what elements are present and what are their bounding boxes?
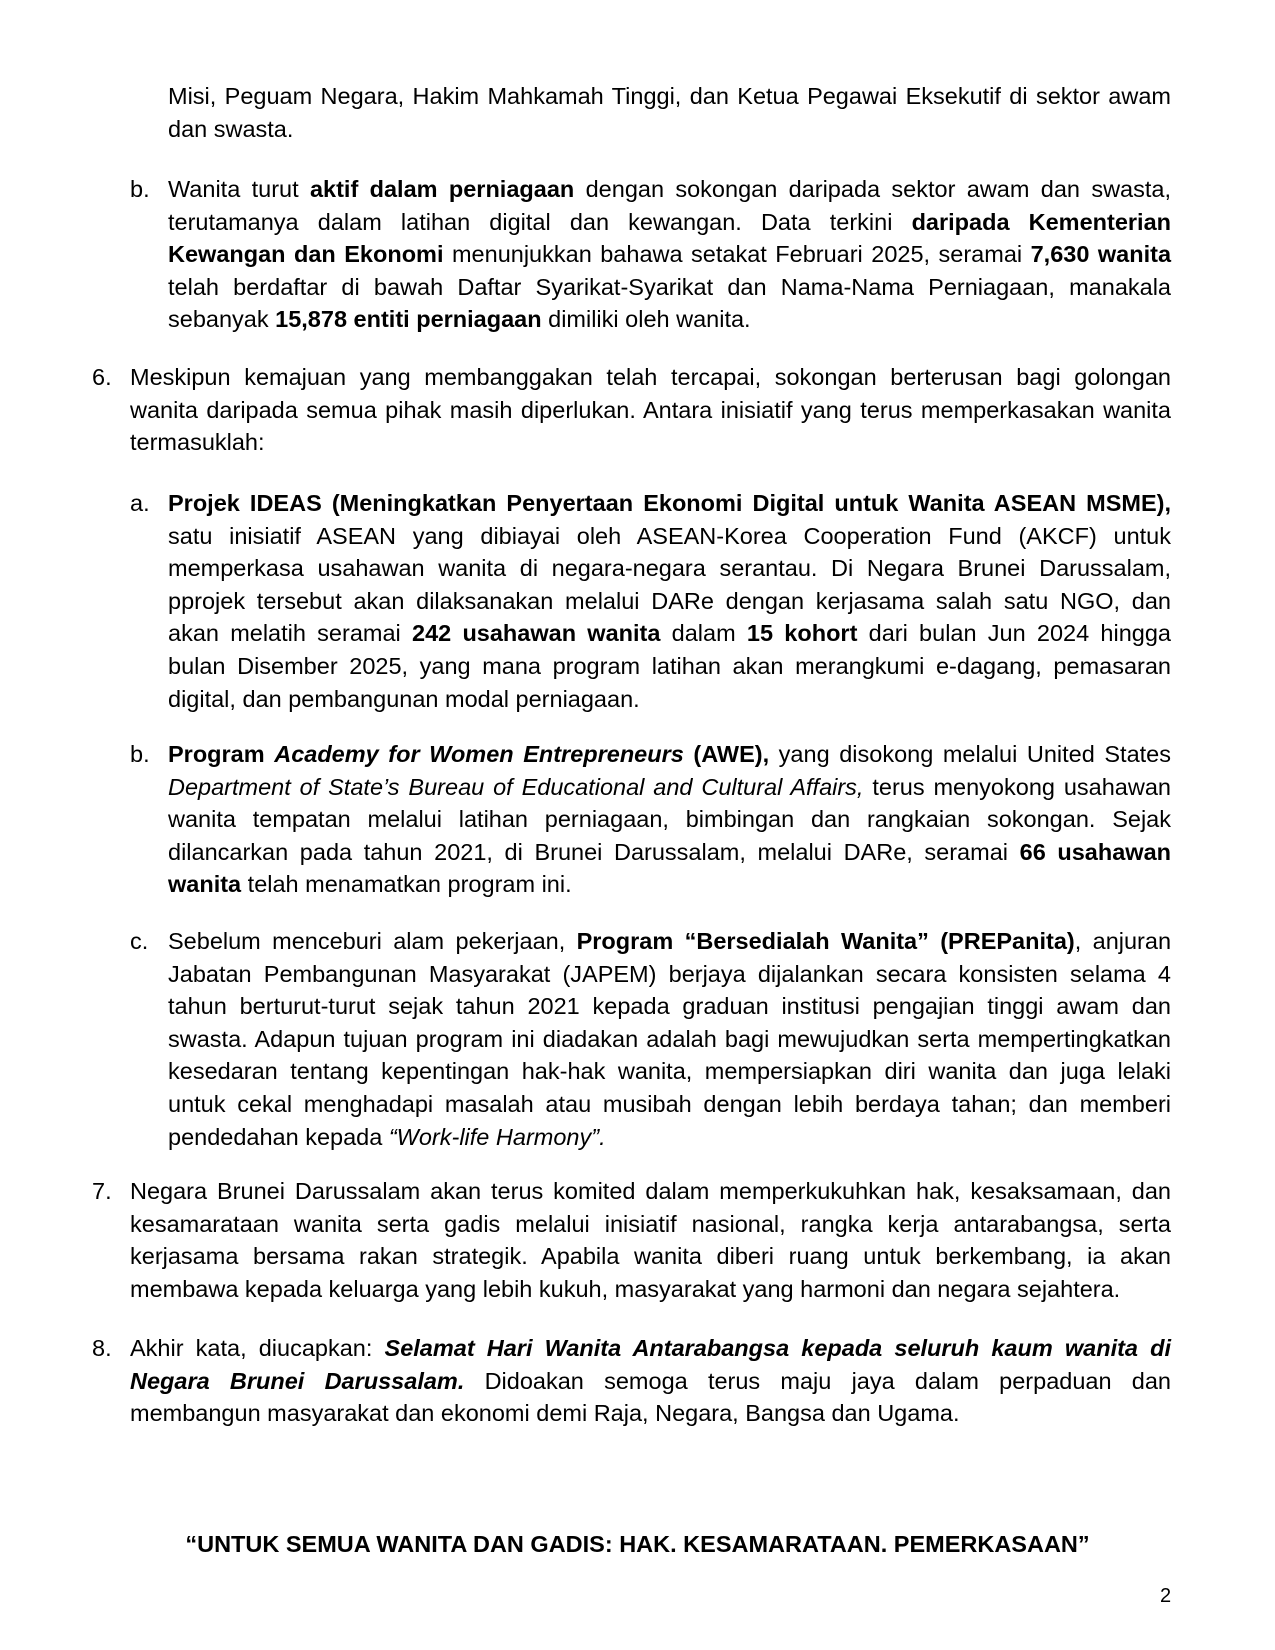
bold-run: Projek IDEAS (Meningkatkan Penyertaan Ekonomi Digital untuk Wanita ASEAN MSME), <box>168 490 1171 516</box>
bold-italic-run: Academy for Women Entrepreneurs <box>274 741 684 767</box>
bold-run: 7,630 wanita <box>1030 241 1172 268</box>
bold-run: daripada Kementerian Kewangan dan Ekonomi <box>168 208 1171 268</box>
text-run: Sebelum menceburi alam pekerjaan, <box>168 928 577 954</box>
text-run: dimiliki oleh wanita. <box>541 306 751 333</box>
text-run: dalam <box>660 620 747 647</box>
text-run: menunjukkan bahawa setakat Februari 2025, seramai <box>443 241 1031 268</box>
paragraph-number-6: 6. <box>92 364 112 390</box>
bold-run: 66 usahawan wanita <box>168 838 1172 898</box>
text-run: Wanita turut <box>168 176 310 202</box>
italic-run: “Work-life Harmony”. <box>388 1123 606 1150</box>
text-run: Akhir kata, diucapkan: <box>130 1335 385 1361</box>
text-run: telah menamatkan program ini. <box>241 871 572 898</box>
text-run: Didoakan semoga terus maju jaya dalam perpaduan dan membangun masyarakat dan ekonomi demi Raja, Negara, Bangsa dan Ugama. <box>130 1367 1171 1427</box>
text-run: telah berdaftar di bawah Daftar Syarikat-Syarikat dan Nama-Nama Perniagaan, manakala sebanyak <box>168 273 1171 333</box>
text-run: dari bulan Jun 2024 hingga bulan Disember 2025, yang mana program latihan akan merangkumi e-dagang, pemasaran digital, dan pembangunan modal perniagaan. <box>168 620 1171 712</box>
text-run: dengan sokongan daripada sektor awam dan swasta, terutamanya dalam latihan digital dan kewangan. Data terkini <box>168 176 1171 235</box>
list-item-5b <box>168 173 1171 336</box>
paragraph-number-8: 8. <box>92 1335 112 1361</box>
continuation-text: Misi, Peguam Negara, Hakim Mahkamah Tinggi, dan Ketua Pegawai Eksekutif di sektor awam dan swasta. <box>168 83 1171 142</box>
list-item-6a <box>168 487 1171 715</box>
continuation-paragraph <box>168 80 1171 145</box>
paragraph-text: Negara Brunei Darussalam akan terus komited dalam memperkukuhkan hak, kesaksamaan, dan kesamarataan wanita serta gadis melalui inisiatif nasional, rangka kerja antarabangsa, serta kerjasama bersama rakan strategik. Apabila wanita diberi ruang untuk berkembang, ia akan membawa kepada keluarga yang lebih kukuh, masyarakat yang harmoni dan negara sejahtera. <box>130 1178 1171 1302</box>
bold-run: 242 usahawan wanita <box>412 620 661 647</box>
text-run: , anjuran Jabatan Pembangunan Masyarakat (JAPEM) berjaya dijalankan secara konsisten selama 4 tahun berturut-turut sejak tahun 2021 kepada graduan institusi pengajian tinggi awam dan swasta. Adapun tujuan program ini diadakan adalah bagi mewujudkan serta mempertingkatkan kesedaran tentang kepentingan hak-hak wanita, mempersiapkan diri wanita dan juga lelaki untuk cekal menghadapi masalah atau musibah dengan lebih berdaya tahan; dan memberi pendedahan kepada <box>168 928 1172 1150</box>
text-run: yang disokong melalui United States <box>769 741 1171 767</box>
text-run: satu inisiatif ASEAN yang dibiayai oleh ASEAN-Korea Cooperation Fund (AKCF) untuk memperkasa usahawan wanita di negara-negara serantau. Di Negara Brunei Darussalam, pprojek tersebut akan dilaksanakan melalui DARe dengan kerjasama salah satu NGO, dan akan melatih seramai <box>168 522 1171 647</box>
paragraph-7 <box>130 1175 1171 1305</box>
bold-run: (AWE), <box>683 741 770 767</box>
bold-run: 15,878 entiti perniagaan <box>275 306 542 333</box>
bold-run: 15 kohort <box>746 620 858 647</box>
list-marker-5b: b. <box>130 176 150 202</box>
list-marker-6a: a. <box>130 490 150 516</box>
list-item-6b <box>168 738 1171 901</box>
italic-run: Department of State’s Bureau of Educational and Cultural Affairs, <box>168 773 864 800</box>
list-marker-6b: b. <box>130 741 150 767</box>
bold-run: Program <box>168 741 275 767</box>
paragraph-text: Meskipun kemajuan yang membanggakan telah tercapai, sokongan berterusan bagi golongan wanita daripada semua pihak masih diperlukan. Antara inisiatif yang terus memperkasakan wanita termasuklah: <box>130 364 1171 456</box>
paragraph-6 <box>130 361 1171 459</box>
bold-run: aktif dalam perniagaan <box>309 176 575 202</box>
text-run: terus menyokong usahawan wanita tempatan melalui latihan perniagaan, bimbingan dan rangkaian sokongan. Sejak dilancarkan pada tahun 2021, di Brunei Darussalam, melalui DARe, seramai <box>168 773 1171 865</box>
paragraph-8 <box>130 1332 1171 1430</box>
page-number: 2 <box>1160 1585 1172 1607</box>
paragraph-number-7: 7. <box>92 1178 112 1204</box>
closing-motto: “UNTUK SEMUA WANITA DAN GADIS: HAK. KESAMARATAAN. PEMERKASAAN” <box>185 1531 1090 1557</box>
bold-italic-run: Selamat Hari Wanita Antarabangsa kepada seluruh kaum wanita di Negara Brunei Darussalam. <box>130 1335 1171 1394</box>
list-item-6c <box>168 925 1171 1153</box>
list-marker-6c: c. <box>130 928 149 954</box>
bold-run: Program “Bersedialah Wanita” (PREPanita) <box>576 928 1075 954</box>
